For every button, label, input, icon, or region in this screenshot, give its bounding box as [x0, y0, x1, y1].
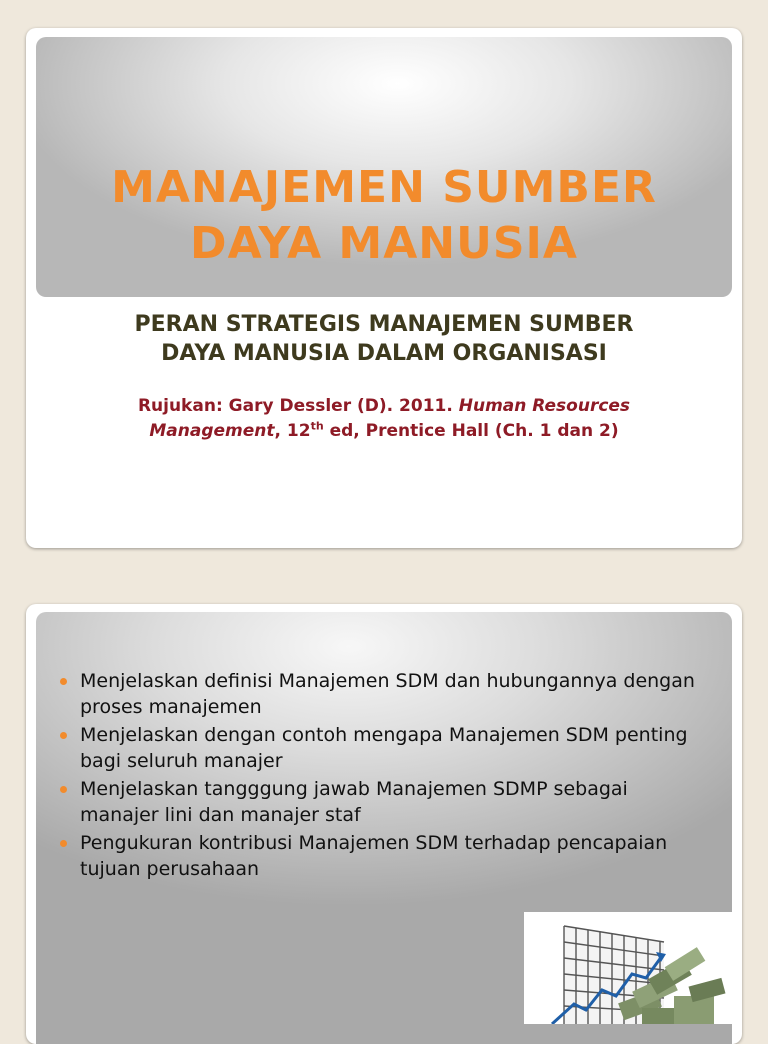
bullet-dot-icon — [60, 840, 67, 847]
growth-chart-graphic — [524, 912, 734, 1024]
list-item: Menjelaskan tangggung jawab Manajemen SDMP sebagai manajer lini dan manajer staf — [68, 776, 708, 828]
title-slide — [26, 28, 742, 548]
reference-edition-sup: th — [310, 419, 324, 433]
slide-title — [26, 160, 742, 272]
list-item: Menjelaskan definisi Manajemen SDM dan hubungannya dengan proses manajemen — [68, 668, 708, 720]
growth-chart-money-image — [524, 912, 734, 1024]
reference-book-title-2: Management — [149, 421, 275, 441]
list-item: Pengukuran kontribusi Manajemen SDM terhadap pencapaian tujuan perusahaan — [68, 830, 708, 882]
subtitle-line-2: DAYA MANUSIA DALAM ORGANISASI — [161, 341, 607, 366]
objectives-list — [68, 668, 708, 884]
reference-citation — [26, 394, 742, 444]
slide-subtitle — [26, 310, 742, 368]
bullet-dot-icon — [60, 678, 67, 685]
reference-suffix: ed, Prentice Hall (Ch. 1 dan 2) — [323, 421, 619, 441]
reference-edition: , 12 — [274, 421, 311, 441]
list-item: Menjelaskan dengan contoh mengapa Manajemen SDM penting bagi seluruh manajer — [68, 722, 708, 774]
bullet-dot-icon — [60, 786, 67, 793]
title-line-1: MANAJEMEN SUMBER — [111, 162, 657, 213]
reference-book-title-1: Human Resources — [458, 396, 631, 416]
reference-prefix: Rujukan: Gary Dessler (D). 2011. — [137, 396, 459, 416]
subtitle-line-1: PERAN STRATEGIS MANAJEMEN SUMBER — [134, 312, 634, 337]
title-line-2: DAYA MANUSIA — [190, 218, 578, 269]
bullet-dot-icon — [60, 732, 67, 739]
